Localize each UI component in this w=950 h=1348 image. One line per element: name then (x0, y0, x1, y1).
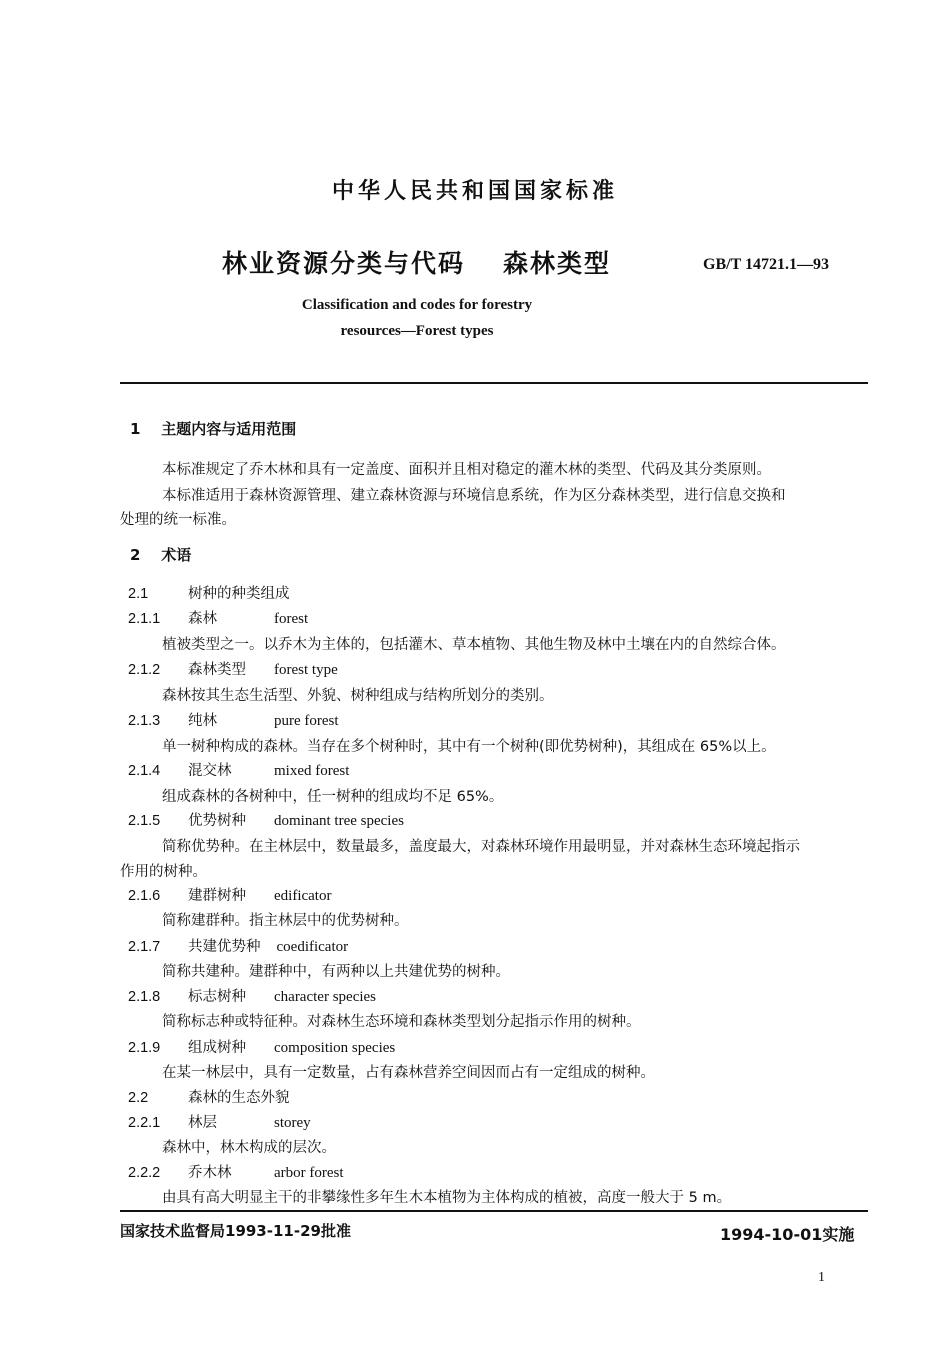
term-english: forest (274, 611, 309, 627)
term-english: mixed forest (274, 763, 350, 779)
term-number: 2.1.6 (128, 888, 161, 904)
term-chinese: 森林类型 (188, 662, 246, 678)
term-chinese: 组成树种 (188, 1040, 246, 1056)
national-standard-title: 中华人民共和国国家标准 (331, 179, 618, 204)
term-definition: 简称共建种。建群种中，有两种以上共建优势的树种。 (162, 964, 510, 980)
term-definition: 森林按其生态生活型、外貌、树种组成与结构所划分的类别。 (162, 688, 554, 704)
term-chinese: 森林 (188, 611, 217, 627)
standard-code: GB/T 14721.1—93 (703, 256, 829, 273)
page-number: 1 (818, 1270, 825, 1285)
term-heading (128, 658, 338, 679)
term-definition: 单一树种构成的森林。当存在多个树种时，其中有一个树种(即优势树种)，其组成在 65%以上。 (162, 739, 776, 755)
term-number: 2.1.1 (128, 611, 161, 627)
term-english: composition species (274, 1040, 396, 1056)
section1-para2-line2: 处理的统一标准。 (120, 512, 236, 528)
term-english: edificator (274, 888, 332, 904)
term-number: 2.2 (128, 1090, 149, 1106)
section1-para1: 本标准规定了乔木林和具有一定盖度、面积并且相对稳定的灌木林的类型、代码及其分类原则。 (162, 462, 771, 478)
term-chinese: 共建优势种 (188, 939, 261, 955)
english-title-line2: resources—Forest types (340, 323, 494, 339)
term-chinese: 混交林 (188, 763, 232, 779)
term-chinese: 标志树种 (188, 989, 246, 1005)
term-heading (128, 607, 308, 628)
term-chinese: 森林的生态外貌 (188, 1090, 290, 1106)
term-number: 2.2.1 (128, 1115, 161, 1131)
approval-date: 国家技术监督局1993-11-29批准 (120, 1222, 351, 1240)
term-number: 2.1.3 (128, 713, 161, 729)
term-heading (128, 1086, 290, 1107)
term-english: coedificator (276, 939, 349, 955)
header-divider (120, 382, 868, 384)
term-definition: 森林中，林木构成的层次。 (162, 1140, 336, 1156)
term-heading (128, 935, 348, 956)
term-number: 2.2.2 (128, 1165, 161, 1181)
term-number: 2.1.4 (128, 763, 161, 779)
term-number: 2.1 (128, 586, 149, 602)
term-definition: 组成森林的各树种中，任一树种的组成均不足 65%。 (162, 789, 504, 805)
term-heading (128, 1036, 395, 1057)
term-definition: 在某一林层中，具有一定数量，占有森林营养空间因而占有一定组成的树种。 (162, 1065, 655, 1081)
term-chinese: 建群树种 (188, 888, 246, 904)
section1-title: 主题内容与适用范围 (161, 420, 297, 438)
term-english: pure forest (274, 713, 339, 729)
term-english: arbor forest (274, 1165, 344, 1181)
term-number: 2.1.5 (128, 813, 161, 829)
term-heading (128, 1161, 344, 1182)
term-heading (128, 809, 404, 830)
standard-title-main: 林业资源分类与代码 (222, 249, 466, 278)
term-chinese: 树种的种类组成 (188, 586, 290, 602)
term-number: 2.1.8 (128, 989, 161, 1005)
term-chinese: 优势树种 (188, 813, 246, 829)
term-definition: 由具有高大明显主干的非攀缘性多年生木本植物为主体构成的植被，高度一般大于 5 m。 (162, 1190, 732, 1206)
term-heading (128, 709, 339, 730)
term-heading (128, 582, 290, 603)
term-english: character species (274, 989, 377, 1005)
term-definition: 作用的树种。 (120, 864, 207, 880)
term-number: 2.1.2 (128, 662, 161, 678)
term-english: dominant tree species (274, 813, 404, 829)
term-chinese: 纯林 (188, 713, 217, 729)
footer-divider (120, 1210, 868, 1212)
section1-para2-line1: 本标准适用于森林资源管理、建立森林资源与环境信息系统，作为区分森林类型，进行信息交换和 (162, 488, 786, 504)
term-definition: 简称建群种。指主林层中的优势树种。 (162, 913, 409, 929)
term-chinese: 林层 (188, 1115, 217, 1131)
term-definition: 简称优势种。在主林层中，数量最多，盖度最大，对森林环境作用最明显，并对森林生态环境起指示 (162, 839, 800, 855)
term-definition: 植被类型之一。以乔木为主体的，包括灌木、草本植物、其他生物及林中土壤在内的自然综合体。 (162, 637, 786, 653)
term-heading (128, 1111, 311, 1132)
term-heading (128, 759, 349, 780)
section2-number: 2 (130, 546, 141, 564)
term-heading (128, 985, 376, 1006)
term-number: 2.1.9 (128, 1040, 161, 1056)
standard-title-sub: 森林类型 (503, 249, 612, 278)
term-heading (128, 884, 331, 905)
term-english: forest type (274, 662, 338, 678)
section1-number: 1 (130, 420, 141, 438)
english-title-line1: Classification and codes for forestry (301, 297, 533, 313)
term-number: 2.1.7 (128, 939, 161, 955)
section2-title: 术语 (161, 546, 192, 564)
term-definition: 简称标志种或特征种。对森林生态环境和森林类型划分起指示作用的树种。 (162, 1014, 641, 1030)
section2-heading (130, 544, 191, 565)
section1-heading (130, 418, 296, 439)
implementation-date: 1994-10-01实施 (720, 1225, 855, 1244)
term-chinese: 乔木林 (188, 1165, 232, 1181)
term-english: storey (274, 1115, 311, 1131)
